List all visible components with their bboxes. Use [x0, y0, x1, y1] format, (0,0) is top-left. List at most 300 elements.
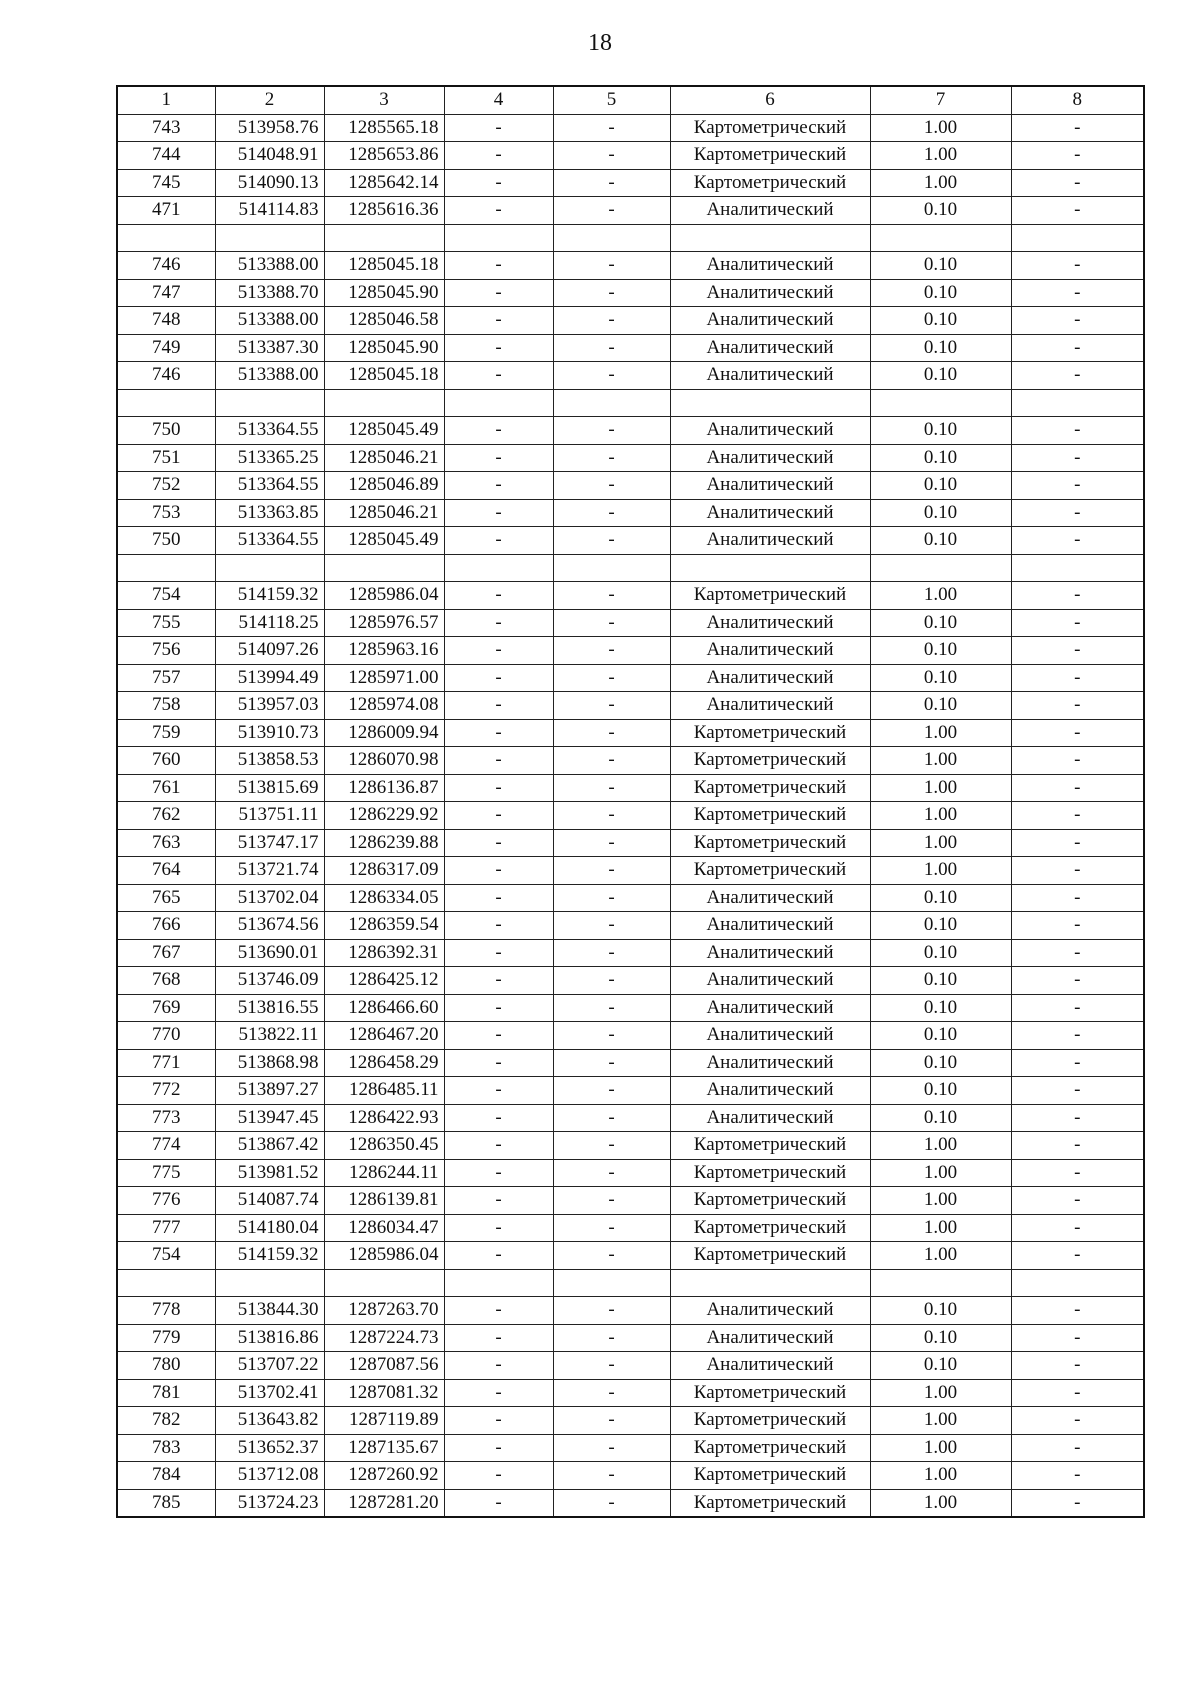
table-row	[117, 389, 1144, 417]
table-row	[117, 1187, 1144, 1215]
table-cell-col-8: -	[1011, 1104, 1144, 1132]
table-cell-col-8: -	[1011, 719, 1144, 747]
table-cell-col-6: Аналитический	[670, 664, 870, 692]
table-cell-col-8: -	[1011, 1324, 1144, 1352]
table-cell-col-4: -	[444, 197, 553, 225]
table-cell-col-3: 1285653.86	[324, 142, 444, 170]
table-cell-col-5: -	[553, 1159, 670, 1187]
table-cell-col-3: 1285045.90	[324, 334, 444, 362]
table-cell-col-2: 514087.74	[215, 1187, 324, 1215]
table-cell-col-5	[553, 1269, 670, 1297]
table-cell-col-3: 1287087.56	[324, 1352, 444, 1380]
table-cell-col-4: -	[444, 417, 553, 445]
table-cell-col-5: -	[553, 1132, 670, 1160]
table-cell-col-1: 745	[117, 169, 215, 197]
table-cell-col-8: -	[1011, 499, 1144, 527]
table-row	[117, 912, 1144, 940]
table-cell-col-7: 1.00	[870, 719, 1011, 747]
table-cell-col-7: 0.10	[870, 252, 1011, 280]
table-cell-col-7: 0.10	[870, 1104, 1011, 1132]
table-cell-col-5: -	[553, 912, 670, 940]
table-cell-col-8: -	[1011, 609, 1144, 637]
table-cell-col-7: 1.00	[870, 857, 1011, 885]
table-cell-col-6: Аналитический	[670, 939, 870, 967]
table-cell-col-1: 774	[117, 1132, 215, 1160]
table-cell-col-1: 754	[117, 582, 215, 610]
table-cell-col-3: 1287119.89	[324, 1407, 444, 1435]
table-cell-col-5	[553, 554, 670, 582]
table-row	[117, 1434, 1144, 1462]
table-cell-col-8: -	[1011, 1434, 1144, 1462]
table-cell-col-4: -	[444, 114, 553, 142]
table-cell-col-3: 1285963.16	[324, 637, 444, 665]
table-row	[117, 1269, 1144, 1297]
table-cell-col-4: -	[444, 307, 553, 335]
table-cell-col-6: Картометрический	[670, 1489, 870, 1517]
table-row	[117, 1049, 1144, 1077]
table-cell-col-1: 784	[117, 1462, 215, 1490]
table-cell-col-7: 0.10	[870, 362, 1011, 390]
table-cell-col-2: 513721.74	[215, 857, 324, 885]
table-cell-col-6: Картометрический	[670, 802, 870, 830]
table-cell-col-8: -	[1011, 334, 1144, 362]
table-cell-col-3: 1285046.21	[324, 444, 444, 472]
table-cell-col-2: 513858.53	[215, 747, 324, 775]
table-cell-col-7: 1.00	[870, 1214, 1011, 1242]
table-cell-col-4: -	[444, 499, 553, 527]
table-cell-col-5: -	[553, 142, 670, 170]
table-cell-col-7	[870, 224, 1011, 252]
table-cell-col-2: 513822.11	[215, 1022, 324, 1050]
table-row	[117, 1104, 1144, 1132]
table-cell-col-1: 764	[117, 857, 215, 885]
table-cell-col-2: 513707.22	[215, 1352, 324, 1380]
table-cell-col-3: 1286317.09	[324, 857, 444, 885]
table-cell-col-6: Картометрический	[670, 114, 870, 142]
table-cell-col-2: 513364.55	[215, 527, 324, 555]
table-cell-col-2: 513958.76	[215, 114, 324, 142]
table-cell-col-4: -	[444, 719, 553, 747]
table-cell-col-8: -	[1011, 1489, 1144, 1517]
table-cell-col-1: 757	[117, 664, 215, 692]
table-cell-col-2: 513910.73	[215, 719, 324, 747]
table-cell-col-4: -	[444, 829, 553, 857]
table-cell-col-4	[444, 389, 553, 417]
table-cell-col-7: 0.10	[870, 444, 1011, 472]
table-cell-col-6: Аналитический	[670, 362, 870, 390]
table-cell-col-5: -	[553, 499, 670, 527]
table-cell-col-2: 513643.82	[215, 1407, 324, 1435]
table-cell-col-4: -	[444, 1352, 553, 1380]
table-cell-col-3: 1286136.87	[324, 774, 444, 802]
table-cell-col-8: -	[1011, 1049, 1144, 1077]
table-row	[117, 334, 1144, 362]
table-cell-col-4: -	[444, 1407, 553, 1435]
table-cell-col-1: 760	[117, 747, 215, 775]
table-cell-col-4: -	[444, 527, 553, 555]
column-header-6: 6	[670, 86, 870, 114]
table-cell-col-3: 1286485.11	[324, 1077, 444, 1105]
table-cell-col-6: Аналитический	[670, 197, 870, 225]
table-cell-col-3	[324, 224, 444, 252]
table-cell-col-4: -	[444, 279, 553, 307]
table-row	[117, 307, 1144, 335]
table-cell-col-8	[1011, 554, 1144, 582]
table-row	[117, 499, 1144, 527]
table-cell-col-8: -	[1011, 774, 1144, 802]
table-cell-col-1: 755	[117, 609, 215, 637]
table-cell-col-2: 513868.98	[215, 1049, 324, 1077]
table-cell-col-4: -	[444, 1242, 553, 1270]
table-cell-col-1: 749	[117, 334, 215, 362]
table-row	[117, 224, 1144, 252]
table-cell-col-3: 1287081.32	[324, 1379, 444, 1407]
table-cell-col-5	[553, 389, 670, 417]
table-cell-col-3: 1286034.47	[324, 1214, 444, 1242]
table-cell-col-3: 1285986.04	[324, 1242, 444, 1270]
table-cell-col-2: 513364.55	[215, 472, 324, 500]
table-cell-col-3: 1285974.08	[324, 692, 444, 720]
table-cell-col-6: Аналитический	[670, 1297, 870, 1325]
table-row	[117, 1242, 1144, 1270]
table-cell-col-7: 0.10	[870, 967, 1011, 995]
table-row	[117, 582, 1144, 610]
table-row	[117, 829, 1144, 857]
table-cell-col-6	[670, 224, 870, 252]
table-row	[117, 1352, 1144, 1380]
table-cell-col-6: Картометрический	[670, 719, 870, 747]
table-cell-col-3: 1285046.21	[324, 499, 444, 527]
table-cell-col-1: 766	[117, 912, 215, 940]
table-cell-col-8: -	[1011, 444, 1144, 472]
table-cell-col-4: -	[444, 334, 553, 362]
table-cell-col-4: -	[444, 747, 553, 775]
table-cell-col-3: 1286425.12	[324, 967, 444, 995]
table-cell-col-1: 772	[117, 1077, 215, 1105]
table-cell-col-6: Аналитический	[670, 1077, 870, 1105]
table-cell-col-3: 1286350.45	[324, 1132, 444, 1160]
table-cell-col-3: 1286359.54	[324, 912, 444, 940]
table-cell-col-6: Аналитический	[670, 252, 870, 280]
table-cell-col-8: -	[1011, 1352, 1144, 1380]
table-cell-col-5: -	[553, 664, 670, 692]
column-header-8: 8	[1011, 86, 1144, 114]
table-cell-col-6: Аналитический	[670, 499, 870, 527]
table-cell-col-2: 513702.04	[215, 884, 324, 912]
table-cell-col-5: -	[553, 1324, 670, 1352]
table-row	[117, 1159, 1144, 1187]
table-cell-col-6: Аналитический	[670, 334, 870, 362]
table-cell-col-4: -	[444, 1379, 553, 1407]
table-row	[117, 967, 1144, 995]
table-cell-col-2: 513747.17	[215, 829, 324, 857]
table-cell-col-5: -	[553, 719, 670, 747]
table-cell-col-2: 513751.11	[215, 802, 324, 830]
table-row	[117, 1379, 1144, 1407]
table-cell-col-2: 513702.41	[215, 1379, 324, 1407]
table-cell-col-3: 1286244.11	[324, 1159, 444, 1187]
table-cell-col-5: -	[553, 1214, 670, 1242]
table-cell-col-2: 514180.04	[215, 1214, 324, 1242]
table-cell-col-2: 513947.45	[215, 1104, 324, 1132]
table-row	[117, 1324, 1144, 1352]
table-cell-col-2: 513674.56	[215, 912, 324, 940]
table-cell-col-1: 743	[117, 114, 215, 142]
table-cell-col-1: 777	[117, 1214, 215, 1242]
table-cell-col-7: 1.00	[870, 1159, 1011, 1187]
table-row	[117, 1407, 1144, 1435]
table-cell-col-5: -	[553, 884, 670, 912]
table-cell-col-8: -	[1011, 884, 1144, 912]
table-cell-col-4: -	[444, 857, 553, 885]
table-row	[117, 197, 1144, 225]
table-cell-col-6: Аналитический	[670, 307, 870, 335]
table-cell-col-2	[215, 224, 324, 252]
table-cell-col-2: 513652.37	[215, 1434, 324, 1462]
table-cell-col-7: 1.00	[870, 1434, 1011, 1462]
table-cell-col-8: -	[1011, 747, 1144, 775]
table-cell-col-8	[1011, 224, 1144, 252]
table-cell-col-8: -	[1011, 1407, 1144, 1435]
table-cell-col-4: -	[444, 1132, 553, 1160]
table-cell-col-7: 1.00	[870, 747, 1011, 775]
table-row	[117, 114, 1144, 142]
table-cell-col-1: 759	[117, 719, 215, 747]
table-cell-col-5: -	[553, 362, 670, 390]
table-cell-col-4: -	[444, 1297, 553, 1325]
table-cell-col-5: -	[553, 1077, 670, 1105]
table-cell-col-8: -	[1011, 637, 1144, 665]
table-cell-col-6: Картометрический	[670, 1159, 870, 1187]
table-cell-col-7: 0.10	[870, 334, 1011, 362]
table-cell-col-7: 1.00	[870, 1132, 1011, 1160]
table-cell-col-8: -	[1011, 472, 1144, 500]
table-cell-col-7: 0.10	[870, 609, 1011, 637]
table-cell-col-7: 1.00	[870, 1407, 1011, 1435]
table-cell-col-7: 0.10	[870, 279, 1011, 307]
table-cell-col-3: 1286392.31	[324, 939, 444, 967]
table-cell-col-2: 513388.70	[215, 279, 324, 307]
table-row	[117, 939, 1144, 967]
table-cell-col-4: -	[444, 1104, 553, 1132]
table-cell-col-5: -	[553, 994, 670, 1022]
table-cell-col-4	[444, 554, 553, 582]
table-cell-col-6: Аналитический	[670, 637, 870, 665]
table-row	[117, 169, 1144, 197]
table-cell-col-3: 1285986.04	[324, 582, 444, 610]
table-cell-col-6	[670, 554, 870, 582]
table-cell-col-4	[444, 224, 553, 252]
table-cell-col-4: -	[444, 582, 553, 610]
table-cell-col-4: -	[444, 912, 553, 940]
table-cell-col-6: Картометрический	[670, 774, 870, 802]
table-cell-col-2: 513867.42	[215, 1132, 324, 1160]
table-row	[117, 609, 1144, 637]
table-cell-col-7: 0.10	[870, 307, 1011, 335]
table-cell-col-2: 514090.13	[215, 169, 324, 197]
table-cell-col-8: -	[1011, 417, 1144, 445]
table-cell-col-8: -	[1011, 664, 1144, 692]
table-cell-col-2: 513746.09	[215, 967, 324, 995]
table-cell-col-2	[215, 554, 324, 582]
table-cell-col-3: 1285565.18	[324, 114, 444, 142]
table-cell-col-7: 1.00	[870, 774, 1011, 802]
table-cell-col-3: 1285971.00	[324, 664, 444, 692]
table-cell-col-2	[215, 389, 324, 417]
table-cell-col-3: 1287260.92	[324, 1462, 444, 1490]
table-cell-col-3: 1286458.29	[324, 1049, 444, 1077]
table-cell-col-5: -	[553, 417, 670, 445]
table-row	[117, 664, 1144, 692]
table-row	[117, 1297, 1144, 1325]
table-cell-col-6: Аналитический	[670, 692, 870, 720]
table-cell-col-3: 1286422.93	[324, 1104, 444, 1132]
table-cell-col-3: 1285642.14	[324, 169, 444, 197]
table-cell-col-1: 771	[117, 1049, 215, 1077]
table-cell-col-5: -	[553, 334, 670, 362]
table-cell-col-2: 513816.86	[215, 1324, 324, 1352]
table-cell-col-6: Картометрический	[670, 169, 870, 197]
table-cell-col-8	[1011, 1269, 1144, 1297]
table-cell-col-5: -	[553, 527, 670, 555]
table-cell-col-5: -	[553, 1022, 670, 1050]
table-cell-col-7: 0.10	[870, 1077, 1011, 1105]
table-cell-col-1: 779	[117, 1324, 215, 1352]
table-body	[117, 114, 1144, 1517]
table-cell-col-1: 754	[117, 1242, 215, 1270]
table-cell-col-2: 514114.83	[215, 197, 324, 225]
table-row	[117, 857, 1144, 885]
table-cell-col-1: 746	[117, 252, 215, 280]
table-cell-col-7: 0.10	[870, 912, 1011, 940]
table-cell-col-7: 0.10	[870, 884, 1011, 912]
table-cell-col-2: 514159.32	[215, 1242, 324, 1270]
column-header-5: 5	[553, 86, 670, 114]
table-row	[117, 1132, 1144, 1160]
table-cell-col-6: Аналитический	[670, 472, 870, 500]
table-row	[117, 802, 1144, 830]
table-cell-col-1	[117, 1269, 215, 1297]
column-header-2: 2	[215, 86, 324, 114]
table-cell-col-2: 513364.55	[215, 417, 324, 445]
table-cell-col-2: 513815.69	[215, 774, 324, 802]
table-cell-col-5: -	[553, 1104, 670, 1132]
table-cell-col-2: 513957.03	[215, 692, 324, 720]
table-cell-col-1: 780	[117, 1352, 215, 1380]
table-cell-col-8: -	[1011, 939, 1144, 967]
table-cell-col-6: Картометрический	[670, 1187, 870, 1215]
table-cell-col-5: -	[553, 1489, 670, 1517]
table-cell-col-5: -	[553, 252, 670, 280]
table-cell-col-7	[870, 1269, 1011, 1297]
table-cell-col-2: 513388.00	[215, 307, 324, 335]
table-row	[117, 362, 1144, 390]
column-header-7: 7	[870, 86, 1011, 114]
table-cell-col-6: Картометрический	[670, 1407, 870, 1435]
table-cell-col-6: Картометрический	[670, 582, 870, 610]
table-cell-col-7: 1.00	[870, 169, 1011, 197]
table-cell-col-5: -	[553, 829, 670, 857]
table-cell-col-2: 514159.32	[215, 582, 324, 610]
table-cell-col-5: -	[553, 169, 670, 197]
table-row	[117, 1077, 1144, 1105]
table-cell-col-4: -	[444, 664, 553, 692]
table-cell-col-1	[117, 389, 215, 417]
table-cell-col-4	[444, 1269, 553, 1297]
table-cell-col-1: 746	[117, 362, 215, 390]
table-cell-col-5: -	[553, 1297, 670, 1325]
table-cell-col-8: -	[1011, 252, 1144, 280]
table-cell-col-4: -	[444, 1159, 553, 1187]
table-cell-col-5: -	[553, 939, 670, 967]
table-cell-col-5: -	[553, 114, 670, 142]
table-cell-col-1: 471	[117, 197, 215, 225]
table-cell-col-7: 0.10	[870, 664, 1011, 692]
table-cell-col-1: 750	[117, 417, 215, 445]
table-cell-col-6: Аналитический	[670, 1352, 870, 1380]
table-cell-col-7: 0.10	[870, 197, 1011, 225]
table-cell-col-8: -	[1011, 527, 1144, 555]
table-cell-col-7: 1.00	[870, 829, 1011, 857]
table-cell-col-5: -	[553, 1434, 670, 1462]
table-cell-col-8: -	[1011, 1242, 1144, 1270]
table-cell-col-4: -	[444, 1324, 553, 1352]
table-cell-col-5: -	[553, 692, 670, 720]
table-cell-col-1: 782	[117, 1407, 215, 1435]
table-row	[117, 637, 1144, 665]
table-header-row	[117, 86, 1144, 114]
table-cell-col-2: 513365.25	[215, 444, 324, 472]
column-header-3: 3	[324, 86, 444, 114]
table-cell-col-7: 0.10	[870, 1049, 1011, 1077]
table-cell-col-1	[117, 224, 215, 252]
table-cell-col-3: 1286239.88	[324, 829, 444, 857]
table-cell-col-8: -	[1011, 279, 1144, 307]
table-cell-col-8: -	[1011, 362, 1144, 390]
table-cell-col-7: 0.10	[870, 1297, 1011, 1325]
table-cell-col-1: 763	[117, 829, 215, 857]
table-cell-col-5: -	[553, 1352, 670, 1380]
table-row	[117, 444, 1144, 472]
table-cell-col-7: 1.00	[870, 142, 1011, 170]
table-cell-col-7: 0.10	[870, 499, 1011, 527]
table-cell-col-1: 770	[117, 1022, 215, 1050]
table-cell-col-5: -	[553, 307, 670, 335]
table-cell-col-2: 513712.08	[215, 1462, 324, 1490]
table-cell-col-2: 513981.52	[215, 1159, 324, 1187]
table-cell-col-7: 1.00	[870, 1462, 1011, 1490]
table-cell-col-6: Картометрический	[670, 829, 870, 857]
coordinates-table	[116, 85, 1145, 1518]
table-cell-col-7: 0.10	[870, 417, 1011, 445]
table-cell-col-4: -	[444, 967, 553, 995]
table-cell-col-3: 1286070.98	[324, 747, 444, 775]
table-row	[117, 252, 1144, 280]
table-cell-col-8: -	[1011, 829, 1144, 857]
table-row	[117, 774, 1144, 802]
table-cell-col-3: 1285046.89	[324, 472, 444, 500]
table-cell-col-6: Картометрический	[670, 1214, 870, 1242]
table-cell-col-1: 752	[117, 472, 215, 500]
table-cell-col-7: 0.10	[870, 1352, 1011, 1380]
table-cell-col-7: 0.10	[870, 472, 1011, 500]
table-cell-col-7: 0.10	[870, 637, 1011, 665]
table-cell-col-5: -	[553, 444, 670, 472]
table-cell-col-6: Аналитический	[670, 279, 870, 307]
table-cell-col-3: 1285616.36	[324, 197, 444, 225]
table-cell-col-5: -	[553, 857, 670, 885]
table-cell-col-6	[670, 389, 870, 417]
